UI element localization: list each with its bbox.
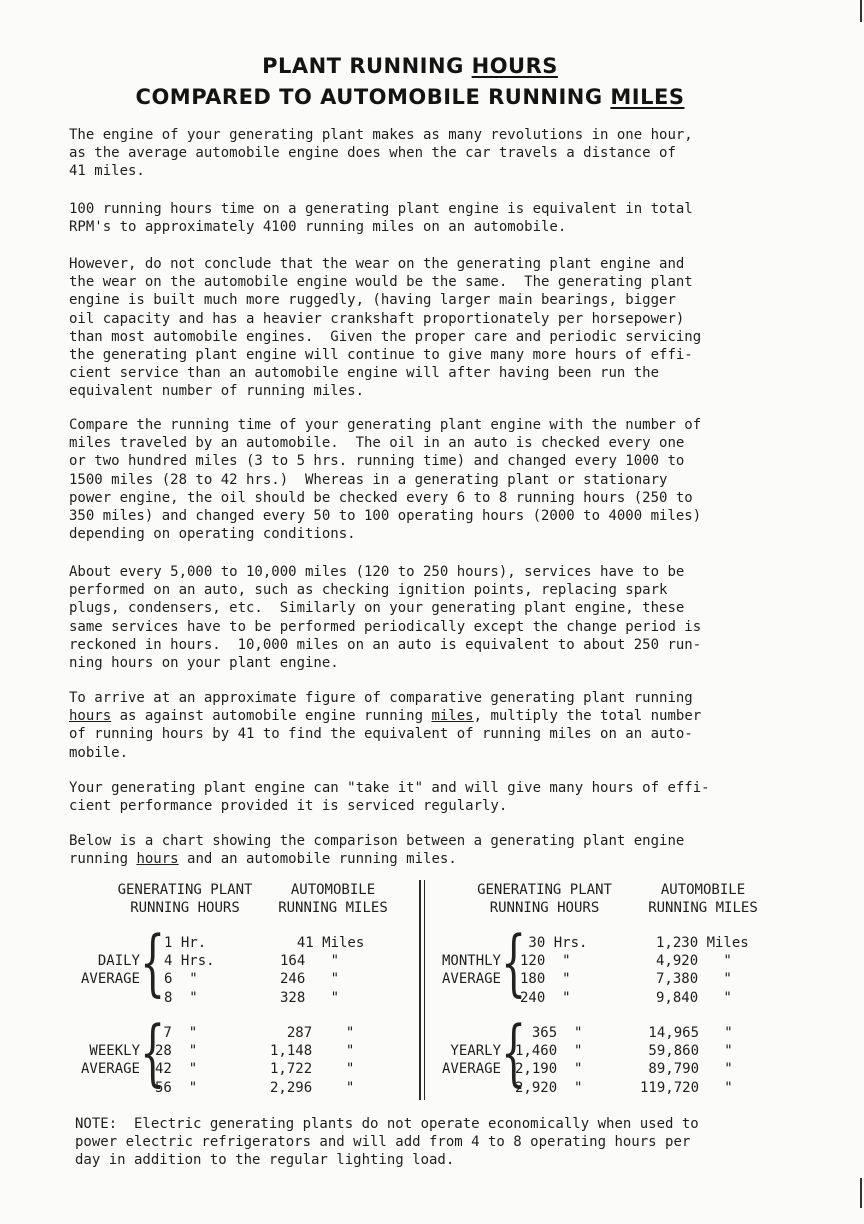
paragraph-text: and an automobile running miles. — [178, 851, 457, 868]
monthly-average-label: MONTHLY AVERAGE — [441, 953, 501, 988]
paragraph-wear: However, do not conclude that the wear on the generating plant engine and the wear on the automobile engine would be the same. The generating plant engine is built much more ruggedly, (having larger main bearings, bigger oil capacity and has a heavier crankshaft proportionately per horsepower) than most automobile engines. Given the proper care and periodic servicing the generating plant engine will continue to give many more hours of effi- cient service than an automobile engine will after having been run the equivalent number of running miles. — [69, 256, 702, 400]
paragraph-take-it: Your generating plant engine can "take it" and will give many hours of effi- cient performance provided it is serviced regularly. — [69, 780, 710, 815]
header-right-miles: AUTOMOBILE RUNNING MILES — [648, 882, 758, 917]
yearly-average-label: YEARLY AVERAGE — [441, 1043, 501, 1078]
paragraph-revolutions: The engine of your generating plant makes as many revolutions in one hour, as the average automobile engine does when the car travels a distance of 41 miles. — [69, 127, 693, 180]
scan-edge-mark — [860, 0, 862, 22]
monthly-miles: 1,230 Miles 4,920 " 7,380 " 9,840 " — [656, 935, 749, 1006]
page-title-line-1 — [0, 54, 820, 78]
column-divider — [419, 880, 421, 1100]
daily-average-label: DAILY AVERAGE — [80, 953, 140, 988]
paragraph-text: running — [69, 851, 137, 868]
monthly-hours: 30 Hrs. 120 " 180 " 240 " — [520, 935, 588, 1006]
title-underlined-word: MILES — [610, 85, 685, 109]
column-divider — [424, 880, 425, 1100]
daily-hours: 1 Hr. 4 Hrs. 6 " 8 " — [164, 935, 215, 1006]
title-text: COMPARED TO AUTOMOBILE RUNNING — [135, 85, 611, 109]
scan-edge-mark — [860, 1178, 862, 1208]
paragraph-equivalence: 100 running hours time on a generating plant engine is equivalent in total RPM's to approximately 4100 running miles on an automobile. — [69, 201, 693, 236]
paragraph-text: To arrive at an approximate figure of comparative generating plant running — [69, 690, 693, 706]
paragraph-text: of running hours by 41 to find the equivalent of running miles on an auto- mobile. — [69, 726, 693, 761]
paragraph-text: as against automobile engine running — [111, 708, 432, 725]
daily-miles: 41 Miles 164 " 246 " 328 " — [280, 935, 365, 1006]
note-paragraph: NOTE: Electric generating plants do not operate economically when used to power electric refrigerators and will add from 4 to 8 operating hours per day in addition to the regular lighting load. — [75, 1116, 699, 1169]
paragraph-chart-intro — [69, 832, 769, 868]
header-right-hours: GENERATING PLANT RUNNING HOURS — [477, 882, 612, 917]
underlined-word: hours — [69, 708, 112, 725]
monthly-brace: { — [501, 920, 527, 1004]
paragraph-services: About every 5,000 to 10,000 miles (120 to 250 hours), services have to be performed on an auto, such as checking ignition points, replacing spark plugs, condensers, etc. Similarly on your generating plant engine, these same services have to be performed periodically except the change period is reckoned in hours. 10,000 miles on an auto is equivalent to about 250 run- ning hours on your plant engine. — [69, 564, 702, 672]
yearly-brace: { — [501, 1010, 527, 1094]
page-title-line-2 — [0, 85, 820, 109]
paragraph-text: Below is a chart showing the comparison between a generating plant engine — [69, 833, 685, 849]
weekly-hours: 7 " 28 " 42 " 56 " — [155, 1025, 198, 1096]
header-left-hours: GENERATING PLANT RUNNING HOURS — [117, 882, 253, 917]
title-text: PLANT RUNNING — [262, 54, 472, 78]
weekly-average-label: WEEKLY AVERAGE — [80, 1043, 140, 1078]
yearly-hours: 365 " 1,460 " 2,190 " 2,920 " — [515, 1025, 583, 1096]
weekly-miles: 287 " 1,148 " 1,722 " 2,296 " — [270, 1025, 355, 1096]
daily-brace: { — [140, 920, 166, 1004]
header-left-miles: AUTOMOBILE RUNNING MILES — [278, 882, 388, 917]
weekly-brace: { — [140, 1010, 166, 1094]
title-underlined-word: HOURS — [471, 54, 558, 78]
paragraph-text: , multiply the total number — [473, 708, 702, 725]
yearly-miles: 14,965 " 59,860 " 89,790 " 119,720 " — [640, 1025, 733, 1096]
underlined-word: miles — [431, 708, 474, 725]
paragraph-oil: Compare the running time of your generating plant engine with the number of miles traveled by an automobile. The oil in an auto is checked every one or two hundred miles (3 to 5 hrs. running time) and changed every 1000 to 1500 miles (28 to 42 hrs.) Whereas in a generating plant or stationary power engine, the oil should be checked every 6 to 8 running hours (250 to 350 miles) and changed every 50 to 100 operating hours (2000 to 4000 miles) depending on operating conditions. — [69, 417, 702, 543]
underlined-word: hours — [136, 851, 179, 868]
paragraph-multiply — [69, 689, 769, 762]
